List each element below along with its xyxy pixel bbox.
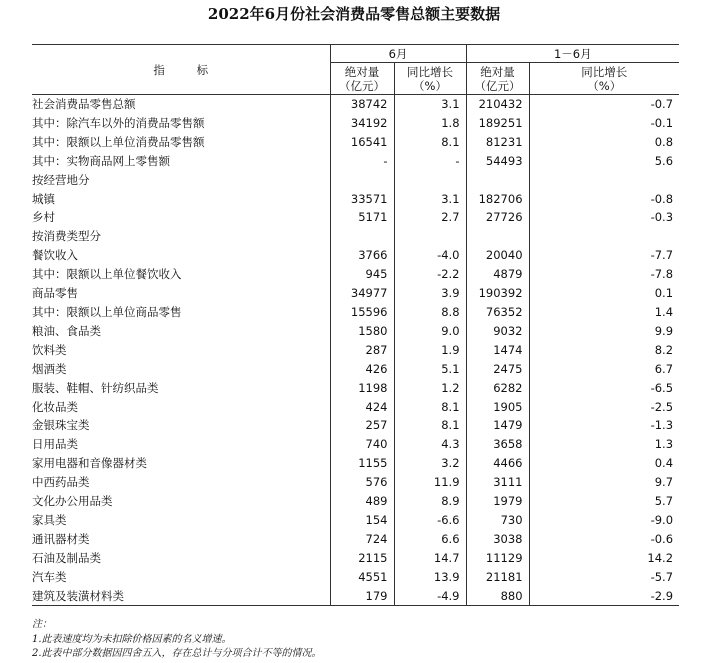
ytd-abs-cell: 730 [466, 511, 529, 530]
row-label: 商品零售 [32, 286, 78, 301]
month-abs-cell: 38742 [330, 95, 394, 114]
footnote-heading: 注： [32, 619, 52, 630]
ytd-abs-cell: 6282 [466, 379, 529, 398]
month-abs-cell: 3766 [330, 246, 394, 265]
table-header [32, 45, 679, 95]
month-yoy-cell: 8.1 [394, 398, 466, 417]
ytd-abs-cell: 1979 [466, 492, 529, 511]
row-label: 日用品类 [32, 437, 78, 452]
ytd-yoy-cell: 1.4 [529, 303, 679, 322]
table-row [32, 587, 679, 606]
table-row [32, 416, 679, 435]
month-yoy-cell: -4.9 [394, 587, 466, 606]
month-yoy-header: 同比增长 （%） [394, 63, 466, 95]
ytd-yoy-cell: 5.7 [529, 492, 679, 511]
retail-sales-table [32, 44, 679, 606]
ytd-yoy-cell: 5.6 [529, 152, 679, 171]
table-row [32, 227, 679, 246]
ytd-abs-cell: 189251 [466, 114, 529, 133]
ytd-yoy-cell: 9.9 [529, 322, 679, 341]
row-label: 按消费类型分 [32, 229, 101, 244]
ytd-yoy-cell: 0.4 [529, 454, 679, 473]
month-abs-cell: - [330, 152, 394, 171]
ytd-abs-cell [466, 227, 529, 246]
month-abs-cell [330, 227, 394, 246]
ytd-yoy-cell: 0.8 [529, 133, 679, 152]
table-row [32, 511, 679, 530]
ytd-abs-header: 绝对量 （亿元） [466, 63, 529, 95]
month-abs-cell: 257 [330, 416, 394, 435]
month-abs-cell: 5171 [330, 208, 394, 227]
ytd-abs-cell: 2475 [466, 360, 529, 379]
month-yoy-cell: 1.2 [394, 379, 466, 398]
row-label: 石油及制品类 [32, 550, 101, 565]
ytd-abs-cell: 182706 [466, 190, 529, 209]
row-label: 粮油、食品类 [32, 323, 101, 338]
table-row [32, 454, 679, 473]
row-label: 按经营地分 [32, 172, 90, 187]
table-row [32, 360, 679, 379]
month-abs-cell: 154 [330, 511, 394, 530]
ytd-abs-cell: 4466 [466, 454, 529, 473]
month-abs-cell: 179 [330, 587, 394, 606]
ytd-abs-cell: 9032 [466, 322, 529, 341]
table-row [32, 530, 679, 549]
ytd-abs-cell: 880 [466, 587, 529, 606]
month-yoy-cell: 8.1 [394, 416, 466, 435]
row-label: 文化办公用品类 [32, 494, 113, 509]
table-row [32, 435, 679, 454]
month-abs-header: 绝对量 （亿元） [330, 63, 394, 95]
month-abs-cell: 945 [330, 265, 394, 284]
row-label: 烟酒类 [32, 361, 67, 376]
ytd-abs-cell: 11129 [466, 549, 529, 568]
ytd-header: 1－6月 [466, 45, 679, 63]
month-abs-cell: 1198 [330, 379, 394, 398]
ytd-abs-cell: 81231 [466, 133, 529, 152]
ytd-abs-cell [466, 171, 529, 190]
ytd-abs-cell: 3038 [466, 530, 529, 549]
table-row [32, 341, 679, 360]
month-yoy-cell: 3.1 [394, 95, 466, 114]
month-yoy-cell: 8.8 [394, 303, 466, 322]
ytd-yoy-cell: 9.7 [529, 473, 679, 492]
ytd-yoy-cell: -0.7 [529, 95, 679, 114]
table-row [32, 208, 679, 227]
footnote-2: 2.此表中部分数据因四舍五入，存在总计与分项合计不等的情况。 [32, 648, 322, 659]
table-row [32, 171, 679, 190]
ytd-yoy-cell: 8.2 [529, 341, 679, 360]
ytd-yoy-cell: -7.7 [529, 246, 679, 265]
table-row [32, 133, 679, 152]
month-yoy-cell: 2.7 [394, 208, 466, 227]
month-yoy-cell: 8.1 [394, 133, 466, 152]
month-yoy-cell: 1.9 [394, 341, 466, 360]
month-abs-cell: 1155 [330, 454, 394, 473]
month-yoy-cell: 5.1 [394, 360, 466, 379]
ytd-yoy-cell: -7.8 [529, 265, 679, 284]
table-row [32, 95, 679, 114]
row-label: 社会消费品零售总额 [32, 97, 136, 111]
month-yoy-cell: 8.9 [394, 492, 466, 511]
ytd-abs-cell: 20040 [466, 246, 529, 265]
ytd-yoy-cell: -9.0 [529, 511, 679, 530]
row-label: 中西药品类 [32, 475, 90, 490]
ytd-yoy-cell: -0.8 [529, 190, 679, 209]
table-row [32, 473, 679, 492]
row-label: 饮料类 [32, 342, 67, 357]
month-abs-cell [330, 171, 394, 190]
ytd-abs-cell: 4879 [466, 265, 529, 284]
month-yoy-cell: 3.2 [394, 454, 466, 473]
month-abs-cell: 4551 [330, 568, 394, 587]
ytd-abs-cell: 54493 [466, 152, 529, 171]
month-abs-cell: 1580 [330, 322, 394, 341]
indicator-header: 指 标 [32, 45, 330, 95]
footnote-1: 1.此表速度均为未扣除价格因素的名义增速。 [32, 633, 232, 645]
ytd-yoy-cell: -1.3 [529, 416, 679, 435]
month-yoy-cell: -6.6 [394, 511, 466, 530]
table-row [32, 246, 679, 265]
ytd-abs-cell: 210432 [466, 95, 529, 114]
ytd-abs-cell: 21181 [466, 568, 529, 587]
row-label: 其中：限额以上单位消费品零售额 [32, 134, 205, 149]
month-yoy-cell: -2.2 [394, 265, 466, 284]
month-yoy-cell [394, 171, 466, 190]
table-row [32, 398, 679, 417]
row-label: 城镇 [32, 191, 55, 206]
row-label: 汽车类 [32, 569, 67, 584]
row-label: 其中：实物商品网上零售额 [32, 153, 170, 168]
month-abs-cell: 34192 [330, 114, 394, 133]
row-label: 乡村 [32, 210, 55, 225]
table-row [32, 568, 679, 587]
month-abs-cell: 2115 [330, 549, 394, 568]
table-row [32, 492, 679, 511]
ytd-yoy-cell: -2.5 [529, 398, 679, 417]
row-label: 家具类 [32, 512, 67, 527]
row-label: 建筑及装潢材料类 [32, 587, 330, 606]
ytd-abs-cell: 1474 [466, 341, 529, 360]
row-label: 通讯器材类 [32, 531, 90, 546]
table-row [32, 265, 679, 284]
table-row [32, 190, 679, 209]
row-label: 服装、鞋帽、针纺织品类 [32, 380, 159, 395]
ytd-yoy-cell: -5.7 [529, 568, 679, 587]
month-yoy-cell: 6.6 [394, 530, 466, 549]
row-label: 化妆品类 [32, 399, 78, 414]
ytd-abs-cell: 1905 [466, 398, 529, 417]
table-row [32, 152, 679, 171]
ytd-yoy-cell [529, 171, 679, 190]
month-abs-cell: 489 [330, 492, 394, 511]
ytd-yoy-cell [529, 227, 679, 246]
row-label: 其中：限额以上单位商品零售 [32, 304, 182, 319]
month-yoy-cell: -4.0 [394, 246, 466, 265]
month-abs-cell: 15596 [330, 303, 394, 322]
footnotes [32, 618, 322, 662]
table-row [32, 114, 679, 133]
ytd-yoy-cell: 14.2 [529, 549, 679, 568]
month-yoy-cell: 3.9 [394, 284, 466, 303]
ytd-yoy-cell: 6.7 [529, 360, 679, 379]
ytd-yoy-cell: -2.9 [529, 587, 679, 606]
month-yoy-cell: 9.0 [394, 322, 466, 341]
month-abs-cell: 576 [330, 473, 394, 492]
month-yoy-cell: 3.1 [394, 190, 466, 209]
month-abs-cell: 426 [330, 360, 394, 379]
ytd-yoy-cell: -0.3 [529, 208, 679, 227]
ytd-yoy-cell: 0.1 [529, 284, 679, 303]
table-row [32, 284, 679, 303]
month-yoy-cell: 4.3 [394, 435, 466, 454]
month-abs-cell: 16541 [330, 133, 394, 152]
month-yoy-cell: 13.9 [394, 568, 466, 587]
row-label: 家用电器和音像器材类 [32, 456, 147, 471]
ytd-abs-cell: 3111 [466, 473, 529, 492]
month-yoy-cell: - [394, 152, 466, 171]
month-abs-cell: 740 [330, 435, 394, 454]
table-row [32, 322, 679, 341]
row-label: 餐饮收入 [32, 248, 78, 263]
ytd-yoy-cell: 1.3 [529, 435, 679, 454]
row-label: 其中：除汽车以外的消费品零售额 [32, 115, 205, 130]
ytd-abs-cell: 190392 [466, 284, 529, 303]
row-label: 其中：限额以上单位餐饮收入 [32, 267, 182, 282]
ytd-abs-cell: 3658 [466, 435, 529, 454]
table-row [32, 303, 679, 322]
month-abs-cell: 34977 [330, 284, 394, 303]
month-yoy-cell: 14.7 [394, 549, 466, 568]
ytd-yoy-header: 同比增长 （%） [529, 63, 679, 95]
ytd-yoy-cell: -0.6 [529, 530, 679, 549]
month-yoy-cell: 1.8 [394, 114, 466, 133]
table-row [32, 549, 679, 568]
ytd-yoy-cell: -0.1 [529, 114, 679, 133]
month-header: 6月 [330, 45, 466, 63]
row-label: 金银珠宝类 [32, 418, 90, 433]
ytd-abs-cell: 76352 [466, 303, 529, 322]
ytd-yoy-cell: -6.5 [529, 379, 679, 398]
month-abs-cell: 424 [330, 398, 394, 417]
month-abs-cell: 33571 [330, 190, 394, 209]
table-body [32, 95, 679, 606]
month-yoy-cell: 11.9 [394, 473, 466, 492]
ytd-abs-cell: 1479 [466, 416, 529, 435]
page-title: 2022年6月份社会消费品零售总额主要数据 [207, 5, 501, 23]
month-yoy-cell [394, 227, 466, 246]
table-row [32, 379, 679, 398]
month-abs-cell: 724 [330, 530, 394, 549]
month-abs-cell: 287 [330, 341, 394, 360]
ytd-abs-cell: 27726 [466, 208, 529, 227]
